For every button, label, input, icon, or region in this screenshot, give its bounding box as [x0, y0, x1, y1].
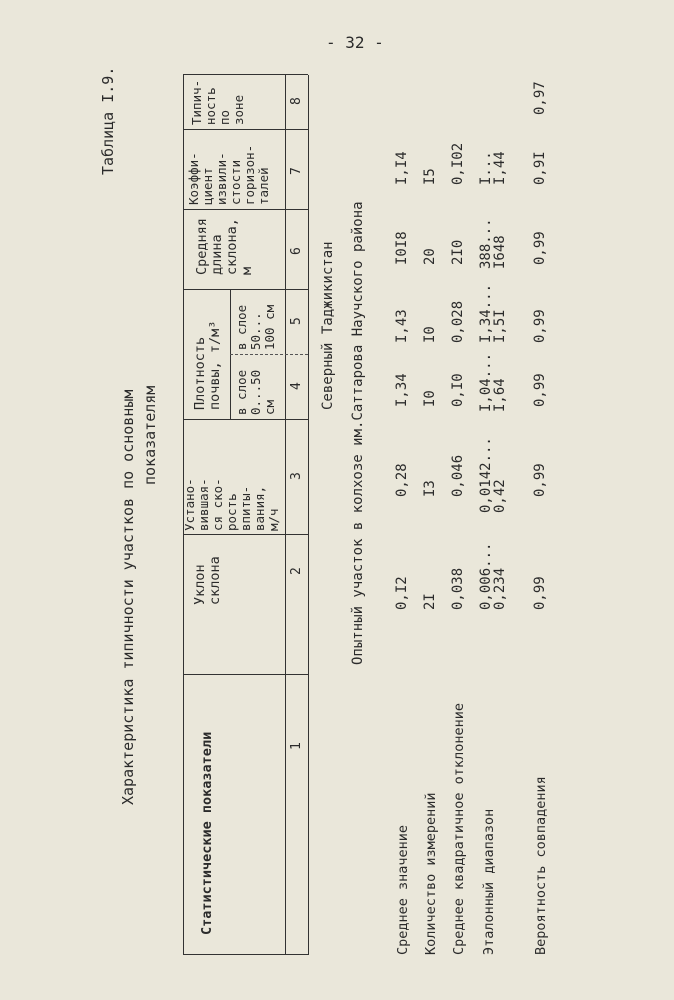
cell-range-slope: 0,006... 0,234: [478, 542, 508, 610]
cell-mean-slope-length: I0I8: [394, 231, 410, 265]
cell-range-density-0-50: I,04... I,64: [478, 352, 508, 412]
cell-std-density-50-100: 0,028: [450, 300, 466, 343]
cell-count-density-0-50: I0: [422, 390, 438, 407]
table-label: Таблица I.9.: [99, 66, 117, 175]
col-divider-4: [230, 354, 308, 355]
row-label-count: Количество измерений: [423, 792, 439, 955]
cell-std-slope: 0,038: [450, 567, 466, 610]
cell-mean-density-50-100: I,43: [394, 309, 410, 343]
column-number-5: 5: [289, 317, 304, 325]
table-right-border: [183, 74, 308, 75]
header-density-0-50: в слое 0...50 см: [234, 369, 277, 415]
cell-prob-slope-length: 0,99: [532, 231, 548, 265]
table-title-line1: Характеристика типичности участков по основным: [119, 389, 137, 805]
row-label-mean: Среднее значение: [395, 824, 411, 955]
cell-count-infiltration: I3: [422, 480, 438, 497]
col-divider-5: [183, 289, 308, 290]
cell-prob-density-50-100: 0,99: [532, 309, 548, 343]
cell-prob-infiltration: 0,99: [532, 463, 548, 497]
row-label-std-dev: Среднее квадратичное отклонение: [451, 703, 467, 955]
cell-mean-infiltration: 0,28: [394, 463, 410, 497]
header-soil-density: Плотность почвы, т/м³: [192, 320, 223, 410]
section-region: Северный Таджикистан: [320, 241, 336, 410]
col-divider-1: [183, 674, 308, 675]
cell-range-slope-length: 388... I648: [478, 218, 508, 269]
col-divider-7: [183, 129, 308, 130]
column-number-4: 4: [289, 382, 304, 390]
table-header-bottom: [308, 75, 309, 955]
cell-std-density-0-50: 0,I0: [450, 373, 466, 407]
cell-prob-sinuosity: 0,9I: [532, 151, 548, 185]
cell-count-slope: 2I: [422, 593, 438, 610]
column-number-3: 3: [289, 472, 304, 480]
cell-mean-slope: 0,I2: [394, 576, 410, 610]
column-number-6: 6: [289, 247, 304, 255]
row-label-match-probability: Вероятность совпадения: [533, 776, 549, 955]
page-number: - 32 -: [326, 33, 384, 52]
header-density-50-100: в слое 50... 100 см: [234, 304, 277, 350]
cell-prob-slope: 0,99: [532, 576, 548, 610]
cell-range-density-50-100: I,34... I,5I: [478, 283, 508, 343]
cell-count-density-50-100: I0: [422, 326, 438, 343]
cell-std-sinuosity: 0,I02: [450, 142, 466, 185]
table-left-border: [183, 954, 308, 955]
cell-mean-sinuosity: I,I4: [394, 151, 410, 185]
col-divider-2: [183, 534, 308, 535]
header-infiltration-rate: Устано- вившая- ся ско- рость впиты- вания, м/ч: [182, 478, 281, 531]
column-number-2: 2: [289, 567, 304, 575]
cell-prob-typicality: 0,97: [532, 81, 548, 115]
header-slope-length: Средняя длина склона, м: [194, 218, 255, 275]
cell-range-sinuosity: I... I,44: [478, 151, 508, 185]
column-number-8: 8: [289, 97, 304, 105]
header-typicality: Типич- ность по зоне: [189, 79, 246, 125]
cell-mean-density-0-50: I,34: [394, 373, 410, 407]
col-divider-3: [183, 419, 308, 420]
density-group-divider: [230, 290, 231, 420]
table-title-line2: показателям: [141, 385, 159, 485]
column-number-1: 1: [289, 742, 304, 750]
cell-count-sinuosity: I5: [422, 168, 438, 185]
header-contour-sinuosity: Коэффи- циент извили- стости горизон- талей: [186, 144, 271, 205]
column-number-7: 7: [289, 167, 304, 175]
rotated-table-sheet: [95, 15, 655, 955]
cell-std-infiltration: 0,046: [450, 454, 466, 497]
row-label-reference-range: Эталонный диапазон: [481, 808, 497, 955]
cell-range-infiltration: 0,0142... 0,42: [478, 437, 508, 513]
cell-prob-density-0-50: 0,99: [532, 373, 548, 407]
table-number-row-top: [285, 75, 286, 955]
header-statistics: Статистические показатели: [199, 731, 215, 935]
section-site: Опытный участок в колхозе им.Саттарова Научского района: [350, 201, 366, 665]
col-divider-6: [183, 209, 308, 210]
cell-count-slope-length: 20: [422, 248, 438, 265]
header-slope: Уклон склона: [192, 556, 223, 605]
cell-std-slope-length: 2I0: [450, 239, 466, 265]
